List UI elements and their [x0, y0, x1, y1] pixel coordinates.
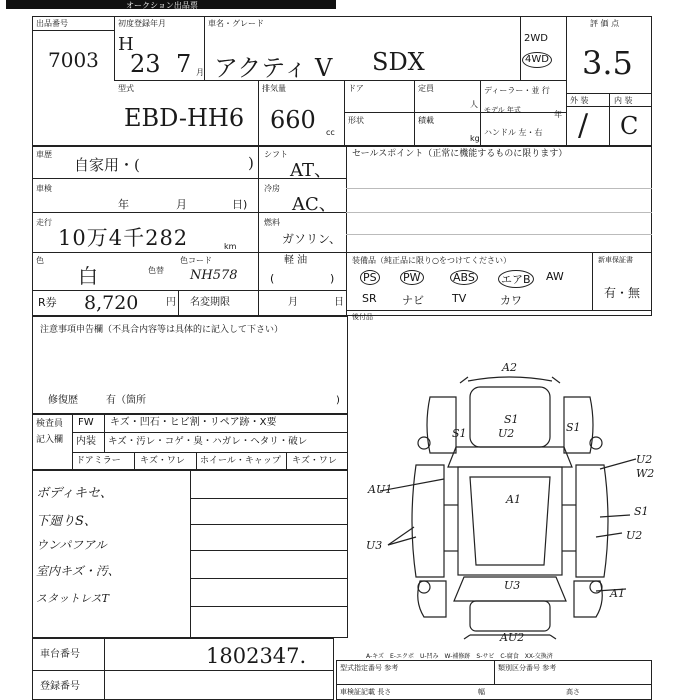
repair-close: )	[336, 395, 340, 406]
mark-u3-left: U3	[366, 539, 383, 552]
model-code: EBD-HH6	[124, 104, 245, 132]
door-label: ドア	[348, 84, 364, 93]
reg-era: H	[118, 34, 134, 55]
mark-au1: AU1	[368, 483, 393, 496]
reg-number-label: 登録番号	[40, 681, 80, 692]
recycle-label: R券	[38, 296, 57, 309]
int-label: 内 装	[614, 96, 633, 105]
fuel-label: 燃料	[264, 218, 280, 227]
warranty-value: 有・無	[604, 286, 641, 300]
interior-text: キズ・汚レ・コゲ・臭・ハガレ・ヘタリ・破レ	[108, 436, 308, 447]
model-label: 型式	[118, 84, 134, 93]
load-label: 積載	[418, 116, 434, 125]
equip-row2-3: カワ	[500, 294, 522, 307]
equip-label: 装備品（純正品に限り○をつけてください）	[352, 256, 511, 265]
shape-label: 形状	[348, 116, 364, 125]
fw-text: キズ・凹石・ヒビ割・リペア跡・X要	[110, 417, 277, 428]
inspect-label: 車検	[36, 184, 52, 193]
mark-s1-top: S1	[504, 413, 519, 426]
fw-head: FW	[78, 417, 94, 428]
grade: SDX	[372, 48, 425, 76]
mark-u3-rear: U3	[504, 579, 521, 592]
equip-4: AW	[546, 270, 564, 283]
disp-unit: cc	[326, 128, 335, 137]
displacement: 660	[270, 106, 316, 134]
wheel-damage: キズ・ワレ	[292, 456, 337, 466]
new-warranty-label: 新車保証書	[598, 256, 633, 264]
mark-u2-right: U2	[636, 453, 653, 466]
reg-label: 初度登録年月	[118, 19, 166, 28]
term-label: 名変期限	[190, 297, 230, 308]
class-ref-label: 類別区分番号 参考	[498, 664, 557, 672]
score-label: 評 価 点	[590, 19, 620, 28]
ac-label: 冷房	[264, 184, 280, 193]
length-label: 車検証記載 長さ	[340, 688, 392, 696]
notes-title: 注意事項申告欄（不具合内容等は具体的に記入して下さい）	[40, 325, 284, 335]
header-banner	[6, 0, 336, 9]
mileage-label: 走行	[36, 218, 52, 227]
color-value: 白	[78, 264, 98, 288]
year-unit: 年	[554, 110, 562, 119]
after-label: 後付品	[352, 313, 373, 321]
shift-label: シフト	[264, 150, 288, 159]
equip-row2-0: SR	[362, 292, 377, 305]
equip-2: ABS	[450, 270, 478, 285]
mileage-value: 10万4千282	[58, 226, 189, 250]
handle-label: ハンドル 左・右	[484, 128, 543, 137]
capacity-label: 定員	[418, 84, 434, 93]
sales-label: セールスポイント（正常に機能するものに限ります）	[352, 149, 568, 159]
ext-grade: /	[578, 108, 589, 143]
color-label: 色	[36, 256, 44, 265]
inspector-label-2: 記入欄	[36, 435, 64, 445]
equip-1: PW	[400, 270, 424, 285]
disp-label: 排気量	[262, 84, 286, 93]
reg-year: 23	[130, 50, 161, 78]
shift-value: AT、	[290, 160, 333, 181]
dealer-label: ディーラー・並 行	[484, 86, 550, 95]
mark-u2-side: U2	[626, 529, 643, 542]
mark-s1-left: S1	[452, 427, 467, 440]
score: 3.5	[582, 44, 633, 82]
lot-label: 出品番号	[36, 19, 68, 28]
drive-2wd: 2WD	[524, 33, 548, 44]
equip-3: エアB	[498, 270, 534, 288]
mark-w2: W2	[636, 467, 655, 480]
colorcode-value: NH578	[190, 268, 238, 283]
height-label: 高さ	[566, 688, 580, 696]
serial-label: 車台番号	[40, 649, 80, 660]
repair-has: 有（箇所	[106, 395, 146, 406]
note-3: ウンパフアル	[36, 538, 107, 552]
kg-unit: kg	[470, 134, 480, 143]
fuel-value: ガソリン、	[282, 232, 342, 246]
mark-u2-top: U2	[498, 427, 515, 440]
ac-value: AC、	[292, 194, 337, 215]
term-month: 月	[288, 297, 298, 308]
note-1: ボディキセ、	[36, 486, 113, 501]
mark-s1-side: S1	[634, 505, 649, 518]
note-2: 下廻りS、	[36, 514, 97, 529]
recycle-value: 8,720	[84, 292, 139, 314]
lot-number: 7003	[48, 48, 99, 72]
name-label: 車名・グレード	[208, 19, 264, 28]
km-unit: km	[224, 242, 237, 251]
car-name: アクティ V	[214, 54, 333, 82]
light-oil-label: 軽 油	[284, 255, 308, 266]
mark-a2: A2	[502, 361, 517, 374]
damage-legend: A-キズ E-エクボ U-凹み W-補修跡 S-サビ C-腐食 XX-交換済	[366, 653, 553, 660]
mark-s1-right: S1	[566, 421, 581, 434]
wheel-label: ホイール・キャップ	[200, 456, 281, 466]
equip-0: PS	[360, 270, 380, 285]
recycle-unit: 円	[166, 297, 176, 308]
repair-label: 修復歴	[48, 395, 78, 406]
model-year-label: モデル 年式	[484, 106, 521, 114]
note-4: 室内キズ・汚、	[36, 564, 120, 578]
mark-a1-rear: A1	[610, 587, 625, 600]
use-label: 車歴	[36, 150, 52, 159]
equip-row2-1: ナビ	[402, 294, 424, 307]
note-5: スタットレスT	[36, 592, 110, 605]
mark-a1-center: A1	[506, 493, 521, 506]
width-label: 幅	[478, 688, 485, 696]
month-unit: 月	[196, 68, 204, 77]
colorcode-label: 色コード	[180, 256, 212, 265]
equip-row2-2: TV	[452, 292, 467, 305]
use-close: )	[248, 154, 254, 172]
mirror-label: ドアミラー	[76, 456, 121, 466]
inspect-day: 日)	[232, 198, 248, 211]
reg-month: 7	[176, 50, 192, 78]
interior-head: 内装	[76, 436, 96, 447]
header-banner-text: オークション出品票	[126, 1, 198, 10]
repaint-label: 色替	[148, 266, 164, 275]
model-ref-label: 型式指定番号 参考	[340, 664, 399, 672]
inspect-year: 年	[118, 198, 129, 211]
inspect-month: 月	[176, 198, 187, 211]
person-unit: 人	[470, 100, 478, 109]
drive-4wd: 4WD	[522, 52, 552, 68]
ext-label: 外 装	[570, 96, 589, 105]
inspector-label-1: 検査員	[36, 419, 64, 429]
vehicle-damage-diagram	[360, 355, 660, 645]
use-value: 自家用・(	[74, 156, 140, 174]
mark-au2: AU2	[500, 631, 525, 644]
term-day: 日	[334, 297, 344, 308]
mirror-damage: キズ・ワレ	[140, 456, 185, 466]
int-grade: C	[620, 112, 639, 140]
serial-value: 1802347.	[206, 644, 307, 668]
